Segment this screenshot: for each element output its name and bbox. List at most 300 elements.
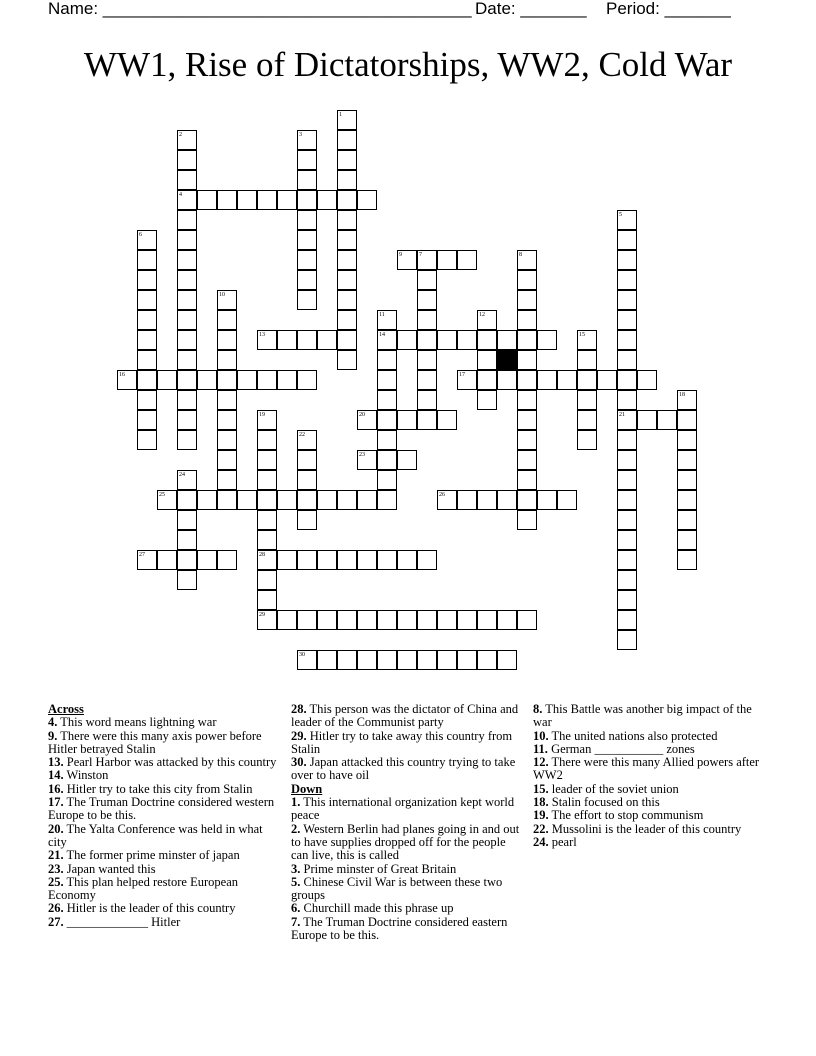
grid-cell[interactable] xyxy=(297,210,317,230)
grid-cell[interactable] xyxy=(437,610,457,630)
clue-number-label: 10 xyxy=(219,292,225,298)
grid-cell[interactable] xyxy=(217,330,237,350)
grid-cell[interactable] xyxy=(517,390,537,410)
grid-cell[interactable] xyxy=(617,410,637,430)
grid-cell[interactable] xyxy=(657,410,677,430)
clue-number-label: 23 xyxy=(359,452,365,458)
grid-cell[interactable] xyxy=(537,370,557,390)
grid-cell[interactable] xyxy=(217,190,237,210)
clue-text: Chinese Civil War is between these two groups xyxy=(291,874,503,903)
grid-cell[interactable] xyxy=(217,350,237,370)
clue-text: Japan attacked this country trying to take over to have oil xyxy=(291,755,516,783)
grid-cell[interactable] xyxy=(357,550,377,570)
grid-cell[interactable] xyxy=(357,650,377,670)
grid-cell[interactable] xyxy=(477,330,497,350)
grid-cell[interactable] xyxy=(437,650,457,670)
grid-cell[interactable] xyxy=(177,370,197,390)
clue-number: 13. xyxy=(48,755,64,770)
grid-cell[interactable] xyxy=(177,230,197,250)
grid-cell[interactable] xyxy=(377,610,397,630)
grid-cell[interactable] xyxy=(457,330,477,350)
grid-cell[interactable] xyxy=(397,650,417,670)
grid-cell[interactable] xyxy=(377,410,397,430)
grid-cell[interactable] xyxy=(217,390,237,410)
grid-cell[interactable] xyxy=(177,550,197,570)
grid-cell[interactable] xyxy=(177,270,197,290)
clue-number: 4. xyxy=(48,715,58,730)
grid-cell[interactable] xyxy=(417,370,437,390)
clue-number-label: 14 xyxy=(379,332,385,338)
grid-cell[interactable] xyxy=(317,330,337,350)
grid-cell[interactable] xyxy=(517,410,537,430)
clue-6 xyxy=(291,902,523,915)
grid-cell[interactable] xyxy=(677,390,697,410)
grid-cell[interactable] xyxy=(617,290,637,310)
grid-cell[interactable] xyxy=(417,350,437,370)
grid-cell[interactable] xyxy=(517,430,537,450)
grid-cell[interactable] xyxy=(277,190,297,210)
grid-cell[interactable] xyxy=(677,490,697,510)
grid-cell[interactable] xyxy=(517,490,537,510)
grid-cell[interactable] xyxy=(297,130,317,150)
clue-text: Hitler try to take away this country from Stalin xyxy=(291,728,513,756)
grid-cell[interactable] xyxy=(277,330,297,350)
grid-cell[interactable] xyxy=(517,250,537,270)
grid-cell[interactable] xyxy=(337,130,357,150)
clue-5 xyxy=(291,876,523,903)
grid-cell[interactable] xyxy=(297,250,317,270)
clue-number-label: 25 xyxy=(159,492,165,498)
grid-cell[interactable] xyxy=(317,190,337,210)
grid-cell[interactable] xyxy=(137,410,157,430)
grid-cell[interactable] xyxy=(617,250,637,270)
grid-cell[interactable] xyxy=(197,550,217,570)
grid-cell[interactable] xyxy=(297,150,317,170)
grid-cell[interactable] xyxy=(157,550,177,570)
grid-cell[interactable] xyxy=(357,190,377,210)
clue-number: 7. xyxy=(291,914,301,929)
grid-cell[interactable] xyxy=(177,290,197,310)
grid-cell[interactable] xyxy=(337,490,357,510)
grid-cell[interactable] xyxy=(477,370,497,390)
grid-cell[interactable] xyxy=(637,410,657,430)
grid-cell[interactable] xyxy=(417,250,437,270)
grid-cell[interactable] xyxy=(417,290,437,310)
grid-cell[interactable] xyxy=(217,470,237,490)
grid-cell[interactable] xyxy=(177,390,197,410)
grid-cell[interactable] xyxy=(417,410,437,430)
clue-text: This word means lightning war xyxy=(57,715,217,730)
grid-cell[interactable] xyxy=(577,430,597,450)
grid-cell[interactable] xyxy=(397,330,417,350)
grid-cell[interactable] xyxy=(217,430,237,450)
grid-cell[interactable] xyxy=(277,490,297,510)
grid-cell[interactable] xyxy=(177,330,197,350)
grid-cell[interactable] xyxy=(277,550,297,570)
grid-cell[interactable] xyxy=(617,570,637,590)
grid-cell[interactable] xyxy=(677,470,697,490)
grid-cell[interactable] xyxy=(457,490,477,510)
grid-cell[interactable] xyxy=(337,230,357,250)
grid-cell[interactable] xyxy=(517,350,537,370)
down-clue-list xyxy=(291,796,523,942)
grid-cell[interactable] xyxy=(617,470,637,490)
grid-cell[interactable] xyxy=(297,290,317,310)
grid-cell[interactable] xyxy=(357,610,377,630)
grid-cell[interactable] xyxy=(337,110,357,130)
grid-cell[interactable] xyxy=(317,610,337,630)
grid-cell[interactable] xyxy=(517,290,537,310)
grid-cell[interactable] xyxy=(377,370,397,390)
grid-cell[interactable] xyxy=(517,270,537,290)
grid-cell[interactable] xyxy=(677,430,697,450)
grid-cell[interactable] xyxy=(617,590,637,610)
clue-number-label: 28 xyxy=(259,552,265,558)
clue-13 xyxy=(48,756,280,769)
grid-cell[interactable] xyxy=(557,370,577,390)
grid-cell[interactable] xyxy=(577,330,597,350)
grid-cell[interactable] xyxy=(317,490,337,510)
grid-cell[interactable] xyxy=(497,330,517,350)
grid-cell[interactable] xyxy=(577,370,597,390)
grid-cell[interactable] xyxy=(617,450,637,470)
clue-number-label: 21 xyxy=(619,412,625,418)
grid-cell[interactable] xyxy=(137,230,157,250)
grid-cell[interactable] xyxy=(517,370,537,390)
clue-number-label: 22 xyxy=(299,432,305,438)
grid-cell[interactable] xyxy=(617,610,637,630)
grid-cell[interactable] xyxy=(457,610,477,630)
grid-cell[interactable] xyxy=(577,390,597,410)
grid-cell[interactable] xyxy=(297,450,317,470)
grid-cell[interactable] xyxy=(277,370,297,390)
grid-cell[interactable] xyxy=(217,370,237,390)
grid-cell[interactable] xyxy=(417,550,437,570)
clue-number-label: 6 xyxy=(139,232,142,238)
clue-3 xyxy=(291,863,523,876)
clue-text: Stalin focused on this xyxy=(548,795,660,810)
grid-cell[interactable] xyxy=(497,650,517,670)
clue-number: 18. xyxy=(533,795,549,810)
grid-cell[interactable] xyxy=(237,490,257,510)
clue-number: 17. xyxy=(48,795,64,810)
grid-cell[interactable] xyxy=(177,150,197,170)
clue-text: _____________ Hitler xyxy=(63,914,181,929)
grid-cell[interactable] xyxy=(617,630,637,650)
grid-cell[interactable] xyxy=(217,490,237,510)
grid-cell[interactable] xyxy=(417,610,437,630)
grid-cell[interactable] xyxy=(617,230,637,250)
grid-cell[interactable] xyxy=(177,250,197,270)
grid-cell[interactable] xyxy=(677,450,697,470)
grid-cell[interactable] xyxy=(497,490,517,510)
grid-cell[interactable] xyxy=(177,350,197,370)
grid-cell[interactable] xyxy=(177,190,197,210)
grid-cell[interactable] xyxy=(457,650,477,670)
grid-cell[interactable] xyxy=(517,450,537,470)
grid-cell[interactable] xyxy=(297,370,317,390)
grid-cell[interactable] xyxy=(397,550,417,570)
grid-cell[interactable] xyxy=(437,250,457,270)
grid-cell[interactable] xyxy=(137,350,157,370)
grid-cell[interactable] xyxy=(457,250,477,270)
grid-cell[interactable] xyxy=(137,290,157,310)
grid-cell[interactable] xyxy=(517,510,537,530)
grid-cell[interactable] xyxy=(177,170,197,190)
grid-cell[interactable] xyxy=(197,370,217,390)
grid-cell[interactable] xyxy=(377,470,397,490)
grid-cell[interactable] xyxy=(377,390,397,410)
grid-cell[interactable] xyxy=(117,370,137,390)
grid-cell[interactable] xyxy=(377,430,397,450)
grid-cell[interactable] xyxy=(337,350,357,370)
down-heading: Down xyxy=(291,781,323,796)
grid-cell[interactable] xyxy=(257,510,277,530)
grid-cell[interactable] xyxy=(177,310,197,330)
grid-cell[interactable] xyxy=(257,590,277,610)
grid-cell[interactable] xyxy=(417,650,437,670)
grid-cell[interactable] xyxy=(397,410,417,430)
grid-cell[interactable] xyxy=(617,270,637,290)
clue-number: 3. xyxy=(291,861,301,876)
grid-cell[interactable] xyxy=(177,530,197,550)
grid-cell[interactable] xyxy=(197,190,217,210)
grid-cell[interactable] xyxy=(257,450,277,470)
grid-cell[interactable] xyxy=(137,270,157,290)
grid-cell[interactable] xyxy=(137,370,157,390)
clue-column-2 xyxy=(291,703,523,942)
grid-cell[interactable] xyxy=(317,650,337,670)
grid-cell[interactable] xyxy=(557,490,577,510)
grid-cell[interactable] xyxy=(297,510,317,530)
grid-cell[interactable] xyxy=(397,610,417,630)
clue-number-label: 24 xyxy=(179,472,185,478)
grid-cell[interactable] xyxy=(537,330,557,350)
grid-cell[interactable] xyxy=(297,430,317,450)
grid-cell[interactable] xyxy=(377,330,397,350)
grid-cell[interactable] xyxy=(257,190,277,210)
grid-cell[interactable] xyxy=(517,610,537,630)
grid-cell[interactable] xyxy=(177,510,197,530)
grid-cell[interactable] xyxy=(157,370,177,390)
grid-cell[interactable] xyxy=(617,390,637,410)
grid-cell[interactable] xyxy=(597,370,617,390)
clue-number-label: 27 xyxy=(139,552,145,558)
grid-cell[interactable] xyxy=(377,310,397,330)
grid-cell[interactable] xyxy=(517,310,537,330)
grid-cell[interactable] xyxy=(337,550,357,570)
clue-11 xyxy=(533,743,769,756)
grid-cell[interactable] xyxy=(617,350,637,370)
grid-cell[interactable] xyxy=(177,130,197,150)
grid-cell[interactable] xyxy=(137,550,157,570)
grid-cell[interactable] xyxy=(297,650,317,670)
clue-number-label: 7 xyxy=(419,252,422,258)
grid-cell[interactable] xyxy=(297,470,317,490)
clue-column-3 xyxy=(533,703,769,849)
grid-cell[interactable] xyxy=(137,390,157,410)
grid-cell[interactable] xyxy=(517,470,537,490)
grid-cell[interactable] xyxy=(177,430,197,450)
grid-cell[interactable] xyxy=(357,410,377,430)
grid-cell[interactable] xyxy=(377,450,397,470)
grid-cell[interactable] xyxy=(417,330,437,350)
clue-number: 11. xyxy=(533,741,548,756)
grid-cell[interactable] xyxy=(537,490,557,510)
clue-number: 30. xyxy=(291,755,307,770)
grid-cell[interactable] xyxy=(617,490,637,510)
grid-cell[interactable] xyxy=(237,370,257,390)
grid-cell[interactable] xyxy=(197,490,217,510)
grid-cell[interactable] xyxy=(217,550,237,570)
grid-cell[interactable] xyxy=(677,510,697,530)
grid-cell[interactable] xyxy=(677,410,697,430)
grid-cell[interactable] xyxy=(217,410,237,430)
clue-text: Mussolini is the leader of this country xyxy=(548,821,742,836)
grid-cell[interactable] xyxy=(617,370,637,390)
grid-cell[interactable] xyxy=(477,650,497,670)
grid-cell[interactable] xyxy=(337,270,357,290)
grid-cell[interactable] xyxy=(337,190,357,210)
grid-cell[interactable] xyxy=(257,530,277,550)
grid-cell[interactable] xyxy=(497,370,517,390)
clue-number-label: 18 xyxy=(679,392,685,398)
period-field-label[interactable]: Period: _______ xyxy=(606,0,731,18)
grid-cell[interactable] xyxy=(277,610,297,630)
grid-cell[interactable] xyxy=(317,550,337,570)
grid-cell[interactable] xyxy=(437,490,457,510)
grid-cell[interactable] xyxy=(177,210,197,230)
grid-cell[interactable] xyxy=(417,270,437,290)
grid-cell[interactable] xyxy=(297,190,317,210)
grid-cell[interactable] xyxy=(297,550,317,570)
grid-cell[interactable] xyxy=(617,510,637,530)
grid-cell[interactable] xyxy=(337,610,357,630)
grid-cell[interactable] xyxy=(137,430,157,450)
clue-22 xyxy=(533,823,769,836)
clue-number: 10. xyxy=(533,728,549,743)
grid-cell[interactable] xyxy=(217,450,237,470)
grid-cell[interactable] xyxy=(357,490,377,510)
clue-number-label: 29 xyxy=(259,612,265,618)
grid-cell[interactable] xyxy=(477,310,497,330)
grid-cell[interactable] xyxy=(477,490,497,510)
grid-cell[interactable] xyxy=(337,250,357,270)
grid-cell[interactable] xyxy=(617,550,637,570)
grid-cell[interactable] xyxy=(337,290,357,310)
grid-cell[interactable] xyxy=(377,350,397,370)
grid-cell[interactable] xyxy=(257,550,277,570)
grid-cell[interactable] xyxy=(457,370,477,390)
grid-cell[interactable] xyxy=(257,470,277,490)
grid-cell[interactable] xyxy=(137,310,157,330)
grid-cell[interactable] xyxy=(477,610,497,630)
grid-cell[interactable] xyxy=(337,170,357,190)
grid-cell[interactable] xyxy=(377,550,397,570)
grid-cell[interactable] xyxy=(357,450,377,470)
grid-cell[interactable] xyxy=(257,330,277,350)
grid-cell[interactable] xyxy=(397,250,417,270)
grid-cell[interactable] xyxy=(237,190,257,210)
grid-cell[interactable] xyxy=(257,610,277,630)
grid-cell[interactable] xyxy=(177,570,197,590)
grid-cell[interactable] xyxy=(417,310,437,330)
grid-cell[interactable] xyxy=(437,330,457,350)
clue-text: Hitler is the leader of this country xyxy=(63,901,236,916)
grid-cell[interactable] xyxy=(137,250,157,270)
grid-cell[interactable] xyxy=(157,490,177,510)
grid-cell[interactable] xyxy=(577,350,597,370)
name-field-label[interactable]: Name: _______________________________________ xyxy=(48,0,472,18)
clue-number-label: 1 xyxy=(339,112,342,118)
grid-cell[interactable] xyxy=(337,150,357,170)
grid-cell[interactable] xyxy=(337,330,357,350)
clue-text: Prime minster of Great Britain xyxy=(300,861,457,876)
grid-cell[interactable] xyxy=(377,490,397,510)
grid-cell[interactable] xyxy=(257,430,277,450)
clue-21 xyxy=(48,849,280,862)
grid-cell[interactable] xyxy=(677,530,697,550)
grid-cell[interactable] xyxy=(617,530,637,550)
clue-number: 19. xyxy=(533,808,549,823)
grid-cell[interactable] xyxy=(617,430,637,450)
grid-cell[interactable] xyxy=(637,370,657,390)
grid-cell[interactable] xyxy=(177,410,197,430)
grid-cell[interactable] xyxy=(417,390,437,410)
grid-cell[interactable] xyxy=(297,330,317,350)
clue-number-label: 8 xyxy=(519,252,522,258)
grid-cell[interactable] xyxy=(337,310,357,330)
grid-cell[interactable] xyxy=(397,450,417,470)
grid-cell[interactable] xyxy=(257,490,277,510)
grid-cell[interactable] xyxy=(477,390,497,410)
grid-cell[interactable] xyxy=(477,350,497,370)
grid-cell[interactable] xyxy=(177,470,197,490)
grid-cell[interactable] xyxy=(297,610,317,630)
date-field-label[interactable]: Date: _______ xyxy=(475,0,587,18)
grid-cell[interactable] xyxy=(617,310,637,330)
grid-cell[interactable] xyxy=(677,550,697,570)
grid-cell[interactable] xyxy=(257,370,277,390)
grid-cell[interactable] xyxy=(497,610,517,630)
grid-cell[interactable] xyxy=(257,570,277,590)
grid-cell[interactable] xyxy=(337,650,357,670)
grid-cell[interactable] xyxy=(137,330,157,350)
clue-8 xyxy=(533,703,769,730)
grid-cell[interactable] xyxy=(377,650,397,670)
grid-cell[interactable] xyxy=(517,330,537,350)
grid-cell[interactable] xyxy=(577,410,597,430)
grid-cell[interactable] xyxy=(337,210,357,230)
clue-number-label: 9 xyxy=(399,252,402,258)
across-clue-list-continued xyxy=(291,703,523,783)
clue-number: 2. xyxy=(291,821,301,836)
grid-cell[interactable] xyxy=(437,410,457,430)
grid-cell[interactable] xyxy=(257,410,277,430)
grid-cell[interactable] xyxy=(617,330,637,350)
grid-cell[interactable] xyxy=(217,290,237,310)
clue-text: Churchill made this phrase up xyxy=(300,901,454,916)
clue-24 xyxy=(533,836,769,849)
grid-cell[interactable] xyxy=(217,310,237,330)
grid-cell[interactable] xyxy=(297,490,317,510)
grid-cell[interactable] xyxy=(177,490,197,510)
grid-cell[interactable] xyxy=(297,170,317,190)
clue-text: Pearl Harbor was attacked by this country xyxy=(63,755,277,770)
grid-cell[interactable] xyxy=(297,230,317,250)
grid-cell[interactable] xyxy=(617,210,637,230)
grid-cell[interactable] xyxy=(297,270,317,290)
